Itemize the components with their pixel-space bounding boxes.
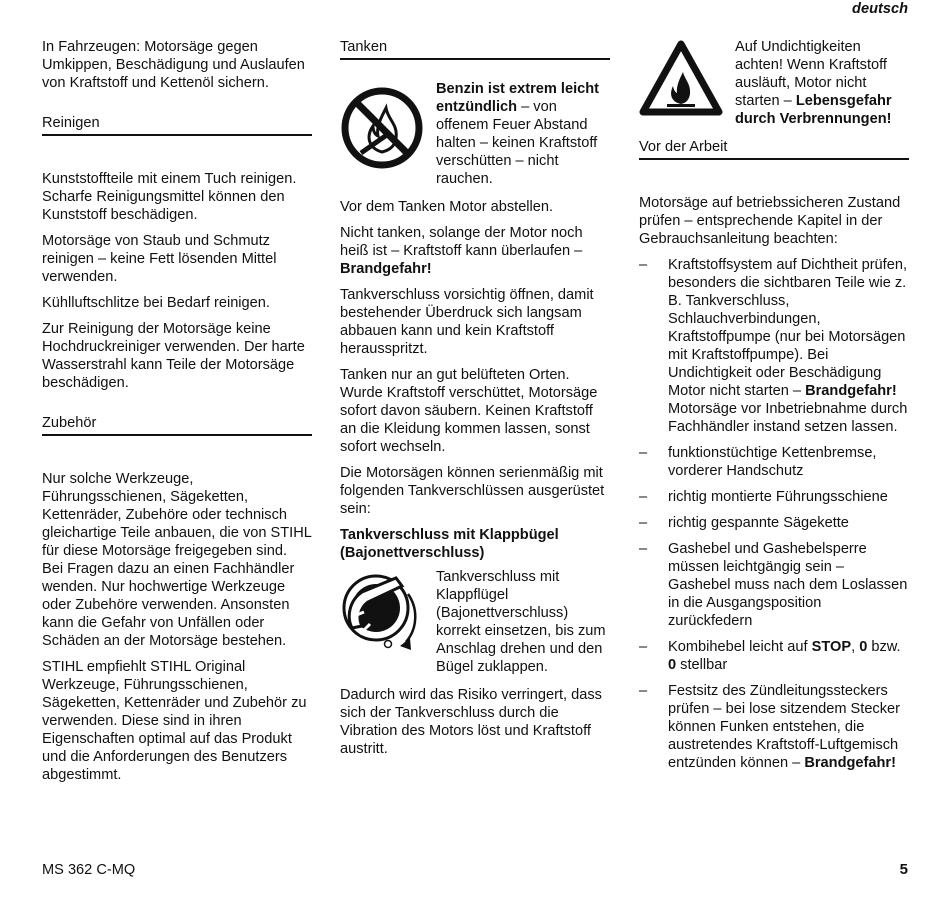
leak-warning-text: Auf Undichtigkeiten achten! Wenn Kraftstoff ausläuft, Motor nicht starten – — [735, 39, 887, 109]
vor-der-arbeit-paragraph: Motorsäge auf betriebssicheren Zustand prüfen – entsprechende Kapitel in der Gebrauchsanleitung beachten: — [639, 195, 901, 247]
section-heading-vor-der-arbeit: Vor der Arbeit — [639, 138, 909, 160]
fuel-warning-bold: Benzin ist extrem leicht entzündlich — [436, 81, 600, 115]
list-item: – richtig gespannte Sägekette — [639, 514, 909, 532]
zero-label: 0 — [859, 639, 868, 655]
leak-warning — [639, 38, 909, 128]
section-heading-tanken: Tanken — [340, 38, 610, 60]
list-item: – richtig montierte Führungsschiene — [639, 488, 909, 506]
tanken-paragraph-4: Tanken nur an gut belüfteten Orten. Wurde Kraftstoff verschüttet, Motorsäge sofort davon säubern. Keinen Kraftstoff an die Kleidung kommen lassen, sonst sofort wechseln. — [340, 367, 598, 455]
fire-danger-label: Brandgefahr! — [340, 261, 432, 277]
tanken-paragraph-5: Die Motorsägen können serienmäßig mit folgenden Tankverschlüssen ausgerüstet sein: — [340, 465, 605, 517]
list-item: – Festsitz des Zündleitungssteckers prüfen – bei lose sitzendem Stecker können Funken entstehen, die austretendes Kraftstoff-Luftgemisch entzünden können – Brandgefahr! — [639, 682, 909, 772]
no-open-flame-icon — [340, 80, 436, 175]
list-item: – funktionstüchtige Kettenbremse, vorderer Handschutz — [639, 444, 909, 480]
tanken-paragraph-1: Vor dem Tanken Motor abstellen. — [340, 199, 554, 215]
language-label: deutsch — [852, 1, 908, 17]
checklist — [639, 256, 909, 772]
reinigen-paragraph-4: Zur Reinigung der Motorsäge keine Hochdruckreiniger verwenden. Der harte Wasserstrahl kann Teile der Motorsäge beschädigen. — [42, 321, 305, 391]
tanken-paragraph-2: Nicht tanken, solange der Motor noch heiß ist – Kraftstoff kann überlaufen – Brandgefahr! — [340, 225, 583, 277]
section-heading-zubehoer: Zubehör — [42, 414, 312, 436]
column-1 — [42, 38, 312, 792]
fuel-warning — [340, 80, 610, 188]
tanken-paragraph-6: Dadurch wird das Risiko verringert, dass sich der Tankverschluss durch die Vibration des Motors löst und Kraftstoff austritt. — [340, 687, 602, 757]
page-number: 5 — [899, 861, 908, 878]
stop-symbol: 0 — [668, 657, 677, 673]
reinigen-paragraph-1: Kunststoffteile mit einem Tuch reinigen. Scharfe Reinigungsmittel können den Kunststoff beschädigen. — [42, 171, 297, 223]
vehicle-paragraph: In Fahrzeugen: Motorsäge gegen Umkippen, Beschädigung und Auslaufen von Kraftstoff und Kettenöl sichern. — [42, 39, 305, 91]
stop-label: STOP — [811, 639, 852, 655]
section-heading-reinigen: Reinigen — [42, 114, 312, 136]
tank-cap-text: Tankverschluss mit Klappflügel (Bajonettverschluss) korrekt einsetzen, bis zum Anschlag drehen und den Bügel zuklappen. — [436, 569, 606, 675]
leak-warning-bold: Lebensgefahr durch Verbrennungen! — [735, 93, 892, 127]
zubehoer-paragraph-2: STIHL empfiehlt STIHL Original Werkzeuge, Führungsschienen, Sägeketten, Kettenräder und Zubehör zu verwenden. Diese sind in ihren Eigenschaften optimal auf das Produkt und die Anforderungen des Benutzers abgestimmt. — [42, 659, 307, 783]
zubehoer-paragraph-1: Nur solche Werkzeuge, Führungsschienen, Sägeketten, Kettenräder, Zubehöre oder technisch gleichartige Teile anbauen, die von STIHL für diese Motorsäge freigegeben sind. Bei Fragen dazu an einen Fachhändler wenden. Nur hochwertige Werkzeuge oder Zubehöre verwenden. Ansonsten kann die Gefahr von Unfällen oder Schäden an der Motorsäge bestehen. — [42, 471, 312, 649]
tank-cap-instruction — [340, 568, 610, 676]
list-item: – Kraftstoffsystem auf Dichtheit prüfen, besonders die sichtbaren Teile wie z. B. Tankverschluss, Schlauchverbindungen, Kraftstoffpumpe (nur bei Motorsägen mit Kraftstoffpumpe). Bei Undichtigkeit oder Beschädigung Motor nicht starten – Brandgefahr! Motorsäge vor Inbetriebnahme durch Fachhändler instand setzen lassen. — [639, 256, 909, 436]
model-label: MS 362 C-MQ — [42, 862, 136, 878]
tank-cap-icon — [340, 568, 436, 661]
tank-cap-subheading: Tankverschluss mit Klappbügel (Bajonettverschluss) — [340, 527, 559, 561]
column-3 — [639, 38, 909, 780]
tanken-paragraph-3: Tankverschluss vorsichtig öffnen, damit bestehender Überdruck sich langsam abbauen kann und kein Kraftstoff herausspritzt. — [340, 287, 594, 357]
fuel-warning-text: – von offenem Feuer Abstand halten – keinen Kraftstoff verschütten – nicht rauchen. — [436, 99, 598, 187]
list-item: – Kombihebel leicht auf STOP, 0 bzw. 0 stellbar — [639, 638, 909, 674]
column-2 — [340, 38, 610, 766]
reinigen-paragraph-3: Kühlluftschlitze bei Bedarf reinigen. — [42, 295, 270, 311]
fire-warning-icon — [639, 38, 735, 121]
list-item: – Gashebel und Gashebelsperre müssen leichtgängig sein – Gashebel muss nach dem Loslassen in die Ausgangsposition zurückfedern — [639, 540, 909, 630]
reinigen-paragraph-2: Motorsäge von Staub und Schmutz reinigen – keine Fett lösenden Mittel verwenden. — [42, 233, 277, 285]
